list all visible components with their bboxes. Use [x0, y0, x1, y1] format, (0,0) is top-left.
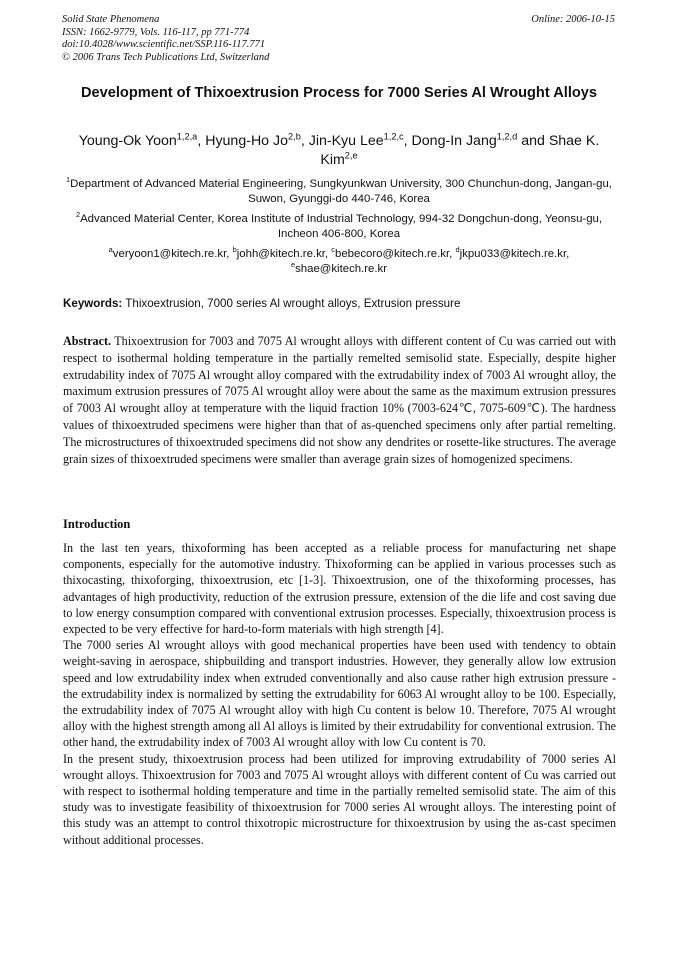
paper-title: Development of Thixoextrusion Process for 7000 Series Al Wrought Alloys [80, 85, 598, 101]
paragraph: In the last ten years, thixoforming has been accepted as a reliable process for manufacturing net shape components, especially for the automotive industry. Thixoforming can be applied in various processes such as thixocasting, thixoforging, thixoextrusion, etc [1-3]. Thixoextrusion, one of the thixoforming processes, has advantages of high productivity, reduction of the extrusion pressure, extension of the die life and cost saving due to low energy consumption compared with conventional extrusion processes. Especially, thixoextrusion process is expected to be very effective for hard-to-form materials with high strength [4]. [63, 541, 616, 637]
abstract [63, 333, 616, 467]
keywords-label: Keywords: [63, 297, 123, 310]
abstract-text: Thixoextrusion for 7003 and 7075 Al wrought alloys with different content of Cu was carried out with respect to isothermal holding temperature in the partially remelted semisolid state. Especially, despite higher extrudability index of 7075 Al wrought alloy compared with the extrudability index of 7003 Al wrought alloy, the maximum extrusion pressures of 7075 Al wrought alloy were about the same as the maximum extrusion pressures of 7003 Al wrought alloy at temperature with the liquid fraction 10% (7003-624℃, 7075-609℃). The hardness values of thixoextruded specimens were higher than that of as-quenched specimens only after partial remelting. The microstructures of thixoextruded specimens did not show any dendrites or rosette-like structures. The average grain sizes of thixoextruded specimens were smaller than average grain sizes of homogenized specimens. [63, 334, 616, 466]
paragraph: In the present study, thixoextrusion process had been utilized for improving extrudability of 7000 series Al wrought alloys. Thixoextrusion for 7003 and 7075 Al wrought alloys with different content of Cu was carried out with respect to isothermal holding temperature and time in the partially remelted semisolid state. The aim of this study was to investigate feasibility of thixoextrusion for 7000 series Al wrought alloys. The interesting point of this study was an attempt to control thixotropic microstructure for thixoextrusion by using the as-cast specimen without additional processes. [63, 751, 616, 847]
copyright-line: © 2006 Trans Tech Publications Ltd, Switzerland [62, 51, 270, 63]
abstract-label: Abstract. [63, 334, 112, 348]
email: $^b$johh@kitech.re.kr, [232, 245, 332, 261]
email: $^d$jkpu033@kitech.re.kr, [455, 245, 570, 261]
paragraph: The 7000 series Al wrought alloys with good mechanical properties have been used with tendency to obtain weight-saving in aerospace, shipbuilding and transport industries. However, they generally allow low extrusion speed and low extrudability index when extruded conventionally and also cause rather high extrusion pressure - the extrudability index is normalized by setting the extrudability for 6063 Al wrought alloy to be 100. Especially, the extrudability index of 7075 Al wrought alloy with high Cu content is below 10. Therefore, 7075 Al wrought alloy with the highest strength among all Al alloys is limited by their extrudability for conventional extrusion. The other hand, the extrudability index of 7003 Al wrought alloy with low Cu content is 70. [63, 638, 616, 750]
author-list [70, 132, 608, 170]
online-date: Online: 2006-10-15 [531, 14, 615, 25]
journal-header [62, 14, 615, 64]
author: Hyung-Ho Jo$^{2,b}$, [205, 131, 309, 149]
keywords [63, 296, 616, 311]
section-heading-introduction: Introduction [63, 517, 131, 531]
email: $^c$bebecoro@kitech.re.kr, [331, 245, 456, 261]
author: and Shae K. Kim$^{2,e}$ [320, 133, 600, 168]
affiliation-2: $^2$Advanced Material Center, Korea Institute of Industrial Technology, 994-32 Dongchun-dong, Yeonsu-gu, Incheon 406-800, Korea [75, 210, 603, 240]
affiliations [66, 177, 612, 283]
introduction-body [63, 540, 616, 848]
author: Young-Ok Yoon$^{1,2,a}$, [78, 131, 206, 149]
author: Dong-In Jang$^{1,2,d}$ [411, 131, 518, 149]
email-list [66, 247, 612, 276]
affiliation-1: $^1$Department of Advanced Material Engineering, Sungkyunkwan University, 300 Chunchun-dong, Jangan-gu, Suwon, Gyunggi-do 440-746, Korea [66, 175, 612, 205]
email: $^a$veryoon1@kitech.re.kr, [108, 245, 233, 261]
doi-line: doi:10.4028/www.scientific.net/SSP.116-117.771 [62, 39, 266, 50]
keywords-text: Thixoextrusion, 7000 series Al wrought alloys, Extrusion pressure [125, 297, 461, 310]
journal-name: Solid State Phenomena [62, 14, 160, 25]
email: $^e$shae@kitech.re.kr [290, 260, 388, 275]
author: Jin-Kyu Lee$^{1,2,c}$, [308, 131, 412, 149]
issn-line: ISSN: 1662-9779, Vols. 116-117, pp 771-774 [62, 26, 250, 38]
